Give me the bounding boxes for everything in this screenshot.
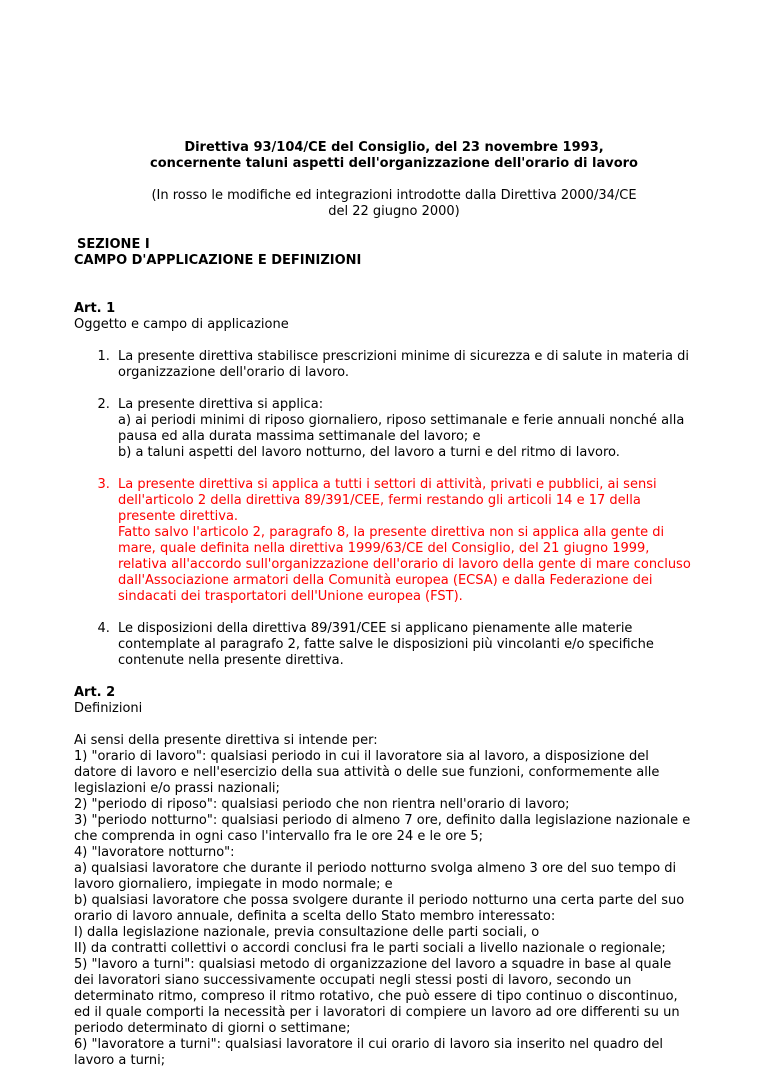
paragraph-line: a) ai periodi minimi di riposo giornaliero, riposo settimanale e ferie annuali nonché alla	[118, 413, 685, 428]
definition-line: 2) "periodo di riposo": qualsiasi periodo che non rientra nell'orario di lavoro;	[74, 797, 570, 812]
definition-line: Ai sensi della presente direttiva si intende per:	[74, 733, 378, 748]
paragraph-line: contemplate al paragrafo 2, fatte salve le disposizioni più vincolanti e/o specifiche	[118, 637, 654, 652]
definition-line: I) dalla legislazione nazionale, previa consultazione delle parti sociali, o	[74, 925, 540, 940]
paragraph-line: b) a taluni aspetti del lavoro notturno, del lavoro a turni e del ritmo di lavoro.	[118, 445, 620, 460]
section-number: SEZIONE I	[77, 237, 150, 252]
article-2-number: Art. 2	[74, 685, 116, 700]
paragraph-line: dall'Associazione armatori della Comunità europea (ECSA) e dalla Federazione dei	[118, 573, 653, 588]
definition-line: b) qualsiasi lavoratore che possa svolgere durante il periodo notturno una certa parte del suo	[74, 893, 685, 908]
paragraph-line: presente direttiva.	[118, 509, 239, 524]
definition-line: lavoro a turni;	[74, 1053, 166, 1068]
definition-line: II) da contratti collettivi o accordi conclusi fra le parti sociali a livello nazionale o regionale;	[74, 941, 666, 956]
section-heading	[74, 237, 714, 269]
title-line-1: Direttiva 93/104/CE del Consiglio, del 23 novembre 1993,	[184, 140, 604, 155]
definition-line: lavoro giornaliero, impiegate in modo normale; e	[74, 877, 393, 892]
definition-line: 6) "lavoratore a turni": qualsiasi lavoratore il cui orario di lavoro sia inserito nel quadro del	[74, 1037, 663, 1052]
definition-line: ed il quale comporti la necessità per i lavoratori di compiere un lavoro ad ore differenti su un	[74, 1005, 680, 1020]
definition-line: 5) "lavoro a turni": qualsiasi metodo di organizzazione del lavoro a squadre in base al quale	[74, 957, 672, 972]
article-1-paragraphs	[74, 349, 714, 669]
paragraph-line: 2. La presente direttiva si applica:	[118, 397, 324, 412]
article-2-heading	[74, 685, 714, 717]
article-1-paragraph-1	[114, 349, 714, 381]
paragraph-line: Fatto salvo l'articolo 2, paragrafo 8, la presente direttiva non si applica alla gente di	[118, 525, 665, 540]
paragraph-line: 1. La presente direttiva stabilisce prescrizioni minime di sicurezza e di salute in materia di	[118, 349, 690, 364]
amendment-note-line-1: (In rosso le modifiche ed integrazioni introdotte dalla Direttiva 2000/34/CE	[151, 188, 637, 203]
paragraph-line: dell'articolo 2 della direttiva 89/391/CEE, fermi restando gli articoli 14 e 17 della	[118, 493, 641, 508]
article-1-heading	[74, 301, 714, 333]
article-1-title: Oggetto e campo di applicazione	[74, 317, 289, 332]
definition-line: a) qualsiasi lavoratore che durante il periodo notturno svolga almeno 3 ore del suo tempo di	[74, 861, 677, 876]
definition-line: 4) "lavoratore notturno":	[74, 845, 235, 860]
paragraph-line: relativa all'accordo sull'organizzazione dell'orario di lavoro della gente di mare concluso	[118, 557, 691, 572]
definition-line: dei lavoratori siano successivamente occupati negli stessi posti di lavoro, secondo un	[74, 973, 632, 988]
definition-line: 3) "periodo notturno": qualsiasi periodo di almeno 7 ore, definito dalla legislazione nazionale e	[74, 813, 691, 828]
paragraph-line: 3. La presente direttiva si applica a tutti i settori di attività, privati e pubblici, ai sensi	[118, 477, 657, 492]
definition-line: legislazioni e/o prassi nazionali;	[74, 781, 280, 796]
definition-line: periodo determinato di giorni o settimane;	[74, 1021, 351, 1036]
title-line-2: concernente taluni aspetti dell'organizzazione dell'orario di lavoro	[149, 156, 638, 171]
article-1-paragraph-2	[114, 397, 714, 461]
definition-line: che comprenda in ogni caso l'intervallo fra le ore 24 e le ore 5;	[74, 829, 484, 844]
definition-line: orario di lavoro annuale, definita a scelta dello Stato membro interessato:	[74, 909, 556, 924]
definition-line: datore di lavoro e nell'esercizio della sua attività o delle sue funzioni, conformemente alle	[74, 765, 660, 780]
paragraph-line: organizzazione dell'orario di lavoro.	[118, 365, 350, 380]
article-1-paragraph-4	[114, 621, 714, 669]
article-2-title: Definizioni	[74, 701, 143, 716]
definition-line: determinato ritmo, compreso il ritmo rotativo, che può essere di tipo continuo o discontinuo,	[74, 989, 678, 1004]
amendment-note	[74, 188, 714, 220]
amendment-note-line-2: del 22 giugno 2000)	[328, 204, 460, 219]
paragraph-line: pausa ed alla durata massima settimanale del lavoro; e	[118, 429, 481, 444]
paragraph-line: contenute nella presente direttiva.	[118, 653, 344, 668]
article-1-paragraph-3-amended	[114, 477, 714, 605]
paragraph-line: mare, quale definita nella direttiva 1999/63/CE del Consiglio, del 21 giugno 1999,	[118, 541, 650, 556]
definition-line: 1) "orario di lavoro": qualsiasi periodo in cui il lavoratore sia al lavoro, a disposizione del	[74, 749, 649, 764]
paragraph-line: 4. Le disposizioni della direttiva 89/391/CEE si applicano pienamente alle materie	[118, 621, 633, 636]
article-1-number: Art. 1	[74, 301, 116, 316]
document-title	[74, 140, 714, 172]
paragraph-line: sindacati dei trasportatori dell'Unione europea (FST).	[118, 589, 463, 604]
section-title: CAMPO D'APPLICAZIONE E DEFINIZIONI	[74, 253, 362, 268]
article-2-definitions	[74, 733, 714, 1069]
document-page	[74, 140, 714, 1069]
